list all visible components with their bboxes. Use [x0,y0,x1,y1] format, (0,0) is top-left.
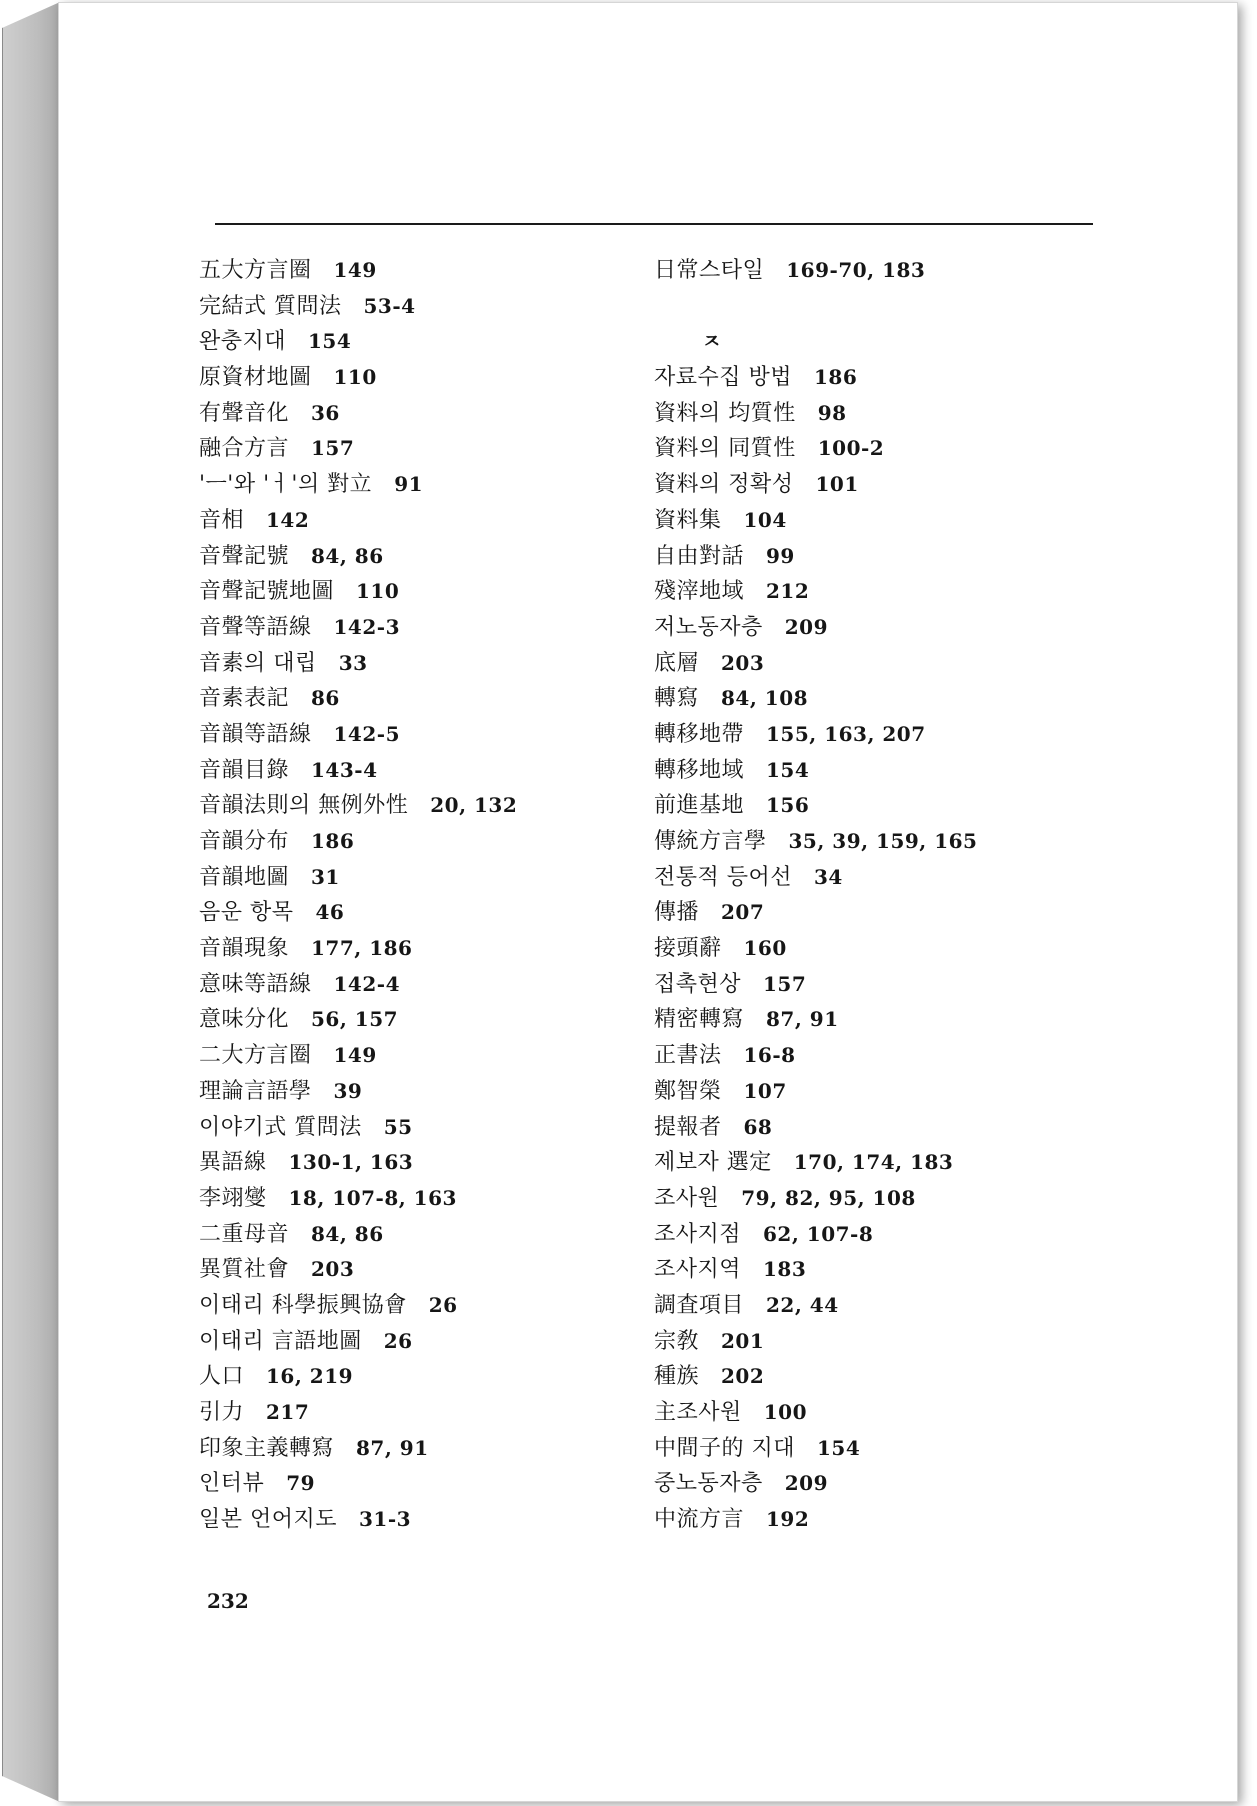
index-term: 自由對話 [654,543,745,569]
index-entry [199,1395,639,1431]
index-pages: 26 [428,1292,458,1317]
index-term: 融合方言 [199,436,290,462]
index-term: 音韻分布 [199,829,290,854]
index-entry [199,1431,639,1467]
index-entry [199,360,639,396]
index-term: 印象主義轉寫 [199,1435,335,1461]
index-term: 資料集 [654,507,722,533]
index-entry [199,646,639,682]
index-entry [199,574,639,610]
index-pages: 142-3 [333,614,400,639]
index-entry [654,1038,1104,1074]
index-entry [199,431,639,467]
index-entry [199,1502,639,1538]
index-entry [654,788,1104,824]
index-term: 音素의 대립 [199,650,317,676]
index-term: 音相 [199,507,245,533]
index-pages: 157 [763,971,807,996]
index-pages: 209 [784,1471,829,1496]
index-term: 中流方言 [654,1507,745,1533]
index-entry [199,1466,639,1502]
index-term: 完結式 質問法 [199,293,342,319]
index-pages: 202 [721,1364,765,1389]
index-pages: 16-8 [743,1043,796,1068]
index-entry [654,753,1104,789]
index-entry [199,681,639,717]
index-term: 資料의 정확성 [654,472,794,498]
index-term: 音韻地圖 [199,864,290,890]
index-entry [654,253,1104,289]
index-entry [199,1217,639,1253]
index-entry [654,467,1104,503]
index-entry [199,860,639,896]
index-entry [654,610,1104,646]
index-term: 傳播 [654,900,700,926]
index-term: 種族 [654,1364,700,1390]
index-term: 音聲等語線 [199,614,312,640]
index-pages: 68 [743,1114,773,1139]
index-term: 有聲音化 [199,400,290,426]
index-term: 正書法 [654,1043,722,1069]
index-entry [654,1359,1104,1395]
index-pages: 186 [814,365,858,390]
index-entry [199,1181,639,1217]
index-entry [199,503,639,539]
index-term: 意味等語線 [199,971,312,997]
index-term: 意味分化 [199,1007,290,1033]
index-pages: 203 [311,1257,355,1282]
index-pages: 79 [286,1471,316,1496]
index-term: 音聲記號地圖 [199,579,335,605]
index-term: 음운 항목 [199,900,294,926]
index-term: 音韻現象 [199,936,290,962]
index-entry [199,1110,639,1146]
index-term: 精密轉寫 [654,1007,745,1033]
index-pages: 142 [266,507,310,532]
index-pages: 212 [766,579,810,604]
index-term: 宗敎 [654,1328,700,1354]
index-pages: 99 [766,543,795,568]
index-entry [654,360,1104,396]
index-entry [199,824,639,860]
index-entry [654,1002,1104,1038]
index-pages: 155, 163, 207 [766,721,926,746]
index-entry [654,646,1104,682]
index-pages: 217 [266,1400,310,1424]
index-pages: 55 [383,1114,413,1139]
index-term: 日常스타일 [654,258,765,283]
index-entry [654,1431,1104,1467]
index-term: 이야기式 質問法 [199,1114,362,1140]
index-entry [654,895,1104,931]
index-entry [199,1359,639,1395]
index-pages: 110 [333,365,377,390]
index-pages: 149 [333,258,377,282]
index-entry [199,467,639,503]
index-term: 二大方言圈 [199,1043,312,1069]
index-entry [199,1252,639,1288]
index-pages: 100 [763,1400,808,1424]
index-term: 전통적 등어선 [654,864,793,890]
index-term: 접촉현상 [654,971,742,997]
index-term: 李翊燮 [199,1185,267,1211]
book-spine [2,2,61,1802]
index-term: 資料의 同質性 [654,436,796,462]
index-pages: 100-2 [817,436,885,461]
index-entry [199,1002,639,1038]
index-entry [199,1324,639,1360]
index-entry [654,1145,1104,1181]
index-term: 理論言語學 [199,1078,312,1104]
index-entry [654,860,1104,896]
index-entry [654,1074,1104,1110]
index-pages: 31 [311,864,340,889]
index-entry [654,967,1104,1003]
index-column-left [199,253,639,1538]
index-pages: 203 [721,650,765,675]
index-term: 鄭智榮 [654,1078,722,1104]
index-term: 이태리 言語地圖 [199,1328,362,1354]
index-pages: 91 [394,472,424,497]
index-pages: 107 [743,1078,787,1103]
index-term: 原資材地圖 [199,365,312,391]
index-pages: 26 [383,1328,413,1353]
index-pages: 35, 39, 159, 165 [788,829,978,853]
index-term: 人口 [199,1364,245,1390]
index-pages: 18, 107-8, 163 [288,1185,457,1210]
index-entry [654,717,1104,753]
index-pages: 84, 86 [311,1221,384,1246]
index-entry [199,753,639,789]
index-entry [199,895,639,931]
index-term: 자료수집 방법 [654,365,793,391]
index-pages: 142-5 [333,721,400,746]
index-term: 接頭辭 [654,936,722,962]
index-term: 前進基地 [654,793,745,819]
index-pages: 62, 107-8 [763,1221,874,1246]
index-term: 音聲記號 [199,543,290,569]
index-column-right-list [654,360,1104,1538]
index-term: 傳統方言學 [654,829,767,854]
index-term: 音素表記 [199,686,290,712]
index-pages: 130-1, 163 [288,1150,414,1175]
index-entry [654,539,1104,575]
index-term: 조사지역 [654,1257,742,1283]
index-term: 引力 [199,1400,245,1425]
index-term: 조사지점 [654,1221,742,1247]
index-term: 완충지대 [199,329,287,355]
index-entry [654,1181,1104,1217]
index-pages: 201 [721,1328,765,1353]
index-entry [199,1145,639,1181]
index-entry [654,1252,1104,1288]
index-pages: 143-4 [311,757,378,782]
index-entry [199,539,639,575]
index-pages: 160 [743,936,787,961]
index-entry [654,1324,1104,1360]
index-pages: 142-4 [333,971,400,996]
index-entry [654,1217,1104,1253]
index-pages: 39 [333,1078,363,1103]
index-pages: 169-70, 183 [786,258,926,282]
index-pages: 98 [817,400,847,425]
index-pages: 149 [333,1043,377,1068]
index-term: 主조사원 [654,1400,742,1425]
index-pages: 154 [817,1435,861,1460]
index-entry [654,931,1104,967]
index-pages: 84, 86 [311,543,384,568]
section-spacer [654,289,1104,325]
index-entry [199,1038,639,1074]
index-term: 提報者 [654,1114,722,1140]
index-entry [654,1466,1104,1502]
index-entry [199,788,639,824]
page-number: 232 [207,1589,249,1613]
index-pages: 20, 132 [430,793,518,818]
index-entry [654,1288,1104,1324]
index-pages: 209 [784,614,829,639]
index-term: 音韻等語線 [199,721,312,747]
index-pages: 101 [815,472,859,497]
index-pages: 154 [766,757,810,782]
index-term: 底層 [654,650,700,676]
index-pages: 86 [311,686,340,711]
index-term: 조사원 [654,1185,720,1211]
index-term: 轉移地帶 [654,721,745,747]
index-entry [199,1288,639,1324]
index-term: 二重母音 [199,1221,290,1247]
index-entry [199,253,639,289]
index-pages: 56, 157 [311,1007,399,1032]
index-entry [654,1502,1104,1538]
index-pages: 186 [311,829,355,853]
index-pages: 104 [743,507,787,532]
index-pages: 16, 219 [266,1364,354,1389]
index-entry [654,431,1104,467]
index-term: 資料의 均質性 [654,400,796,426]
index-entry [654,681,1104,717]
index-term: 中間子的 지대 [654,1435,795,1461]
index-pages: 87, 91 [766,1007,839,1032]
index-pages: 183 [763,1257,807,1282]
index-pages: 53-4 [363,293,416,318]
index-entry [654,574,1104,610]
index-pages: 156 [766,793,810,818]
index-term: 音韻目錄 [199,757,290,783]
index-term: 音韻法則의 無例外性 [199,793,409,819]
index-term: 轉寫 [654,686,700,712]
index-term: 異質社會 [199,1257,290,1283]
index-entry [199,717,639,753]
index-entry [654,396,1104,432]
section-heading: ㅈ [702,329,722,354]
index-pages: 192 [766,1507,810,1532]
index-entry [654,1110,1104,1146]
index-term: 중노동자층 [654,1471,763,1497]
index-entry [199,324,639,360]
index-column-right [654,253,1104,1538]
index-pages: 79, 82, 95, 108 [741,1185,916,1210]
index-pages: 33 [338,650,368,675]
index-pages: 170, 174, 183 [793,1150,954,1175]
index-entry [199,396,639,432]
index-entry [199,289,639,325]
index-term: 五大方言圈 [199,258,312,283]
index-pages: 157 [311,436,355,461]
index-pages: 207 [721,900,765,925]
index-term: 異語線 [199,1150,267,1176]
index-pages: 177, 186 [311,936,413,961]
index-pages: 87, 91 [356,1435,429,1460]
index-pages: 31-3 [359,1507,412,1532]
index-term: 調査項目 [654,1292,745,1318]
index-entry [654,1395,1104,1431]
index-pages: 46 [315,900,345,925]
index-page [58,2,1238,1802]
index-term: 'ㅡ'와 'ㅓ'의 對立 [199,472,373,498]
index-pages: 34 [814,864,843,889]
index-term: 이태리 科學振興協會 [199,1292,407,1318]
index-term: 인터뷰 [199,1471,265,1497]
index-pages: 22, 44 [766,1292,839,1317]
index-entry [199,610,639,646]
index-entry [199,1074,639,1110]
index-term: 殘滓地域 [654,579,745,605]
index-term: 제보자 選定 [654,1150,772,1176]
index-pages: 154 [308,329,352,354]
index-pages: 36 [311,400,340,425]
index-entry [654,824,1104,860]
index-term: 저노동자층 [654,614,763,640]
index-entry [199,931,639,967]
index-entry [654,503,1104,539]
index-term: 일본 언어지도 [199,1507,338,1533]
top-rule [215,223,1093,225]
index-term: 轉移地域 [654,757,745,783]
index-entry [199,967,639,1003]
index-pages: 110 [356,579,400,604]
index-pages: 84, 108 [721,686,809,711]
